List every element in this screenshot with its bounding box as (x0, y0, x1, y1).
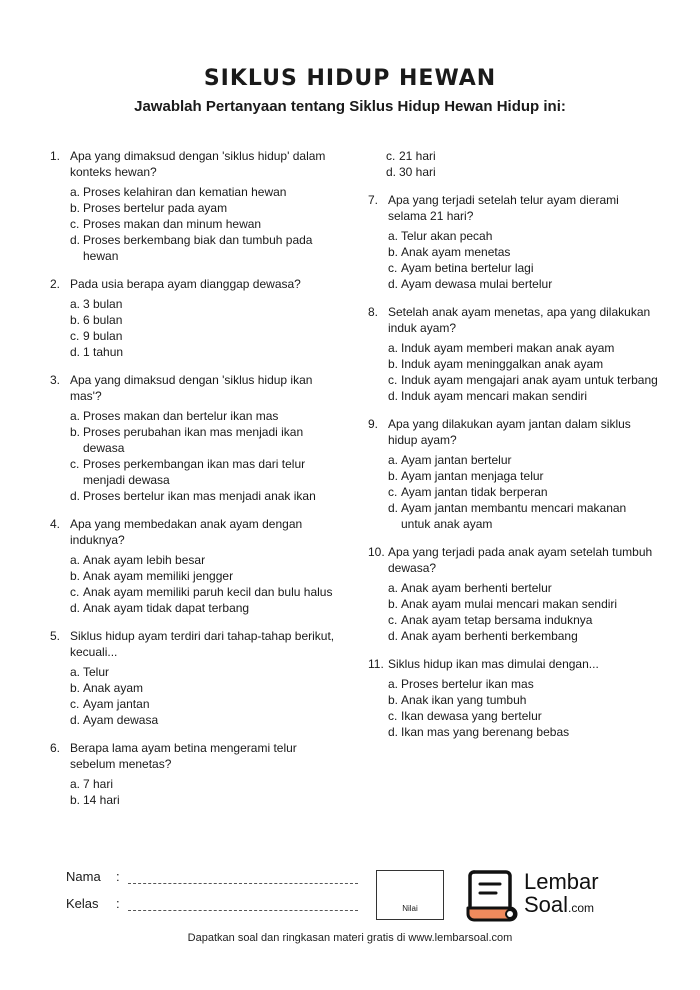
question-text: Apa yang dilakukan ayam jantan dalam siklus hidup ayam? (388, 417, 631, 447)
question-3 (50, 372, 335, 504)
option: d. Ayam dewasa (70, 713, 159, 727)
question-number: 8. (368, 305, 379, 319)
question-number: 2. (50, 277, 61, 291)
option: b. Anak ayam mulai mencari makan sendiri (388, 597, 618, 611)
option: a. Proses kelahiran dan kematian hewan (70, 185, 287, 199)
question-number: 4. (50, 517, 61, 531)
lembarsoal-logo (466, 868, 626, 924)
option: d. 1 tahun (70, 345, 124, 359)
option: c. 21 hari (386, 149, 436, 163)
document-icon (466, 868, 518, 924)
option: a. Anak ayam berhenti bertelur (388, 581, 552, 595)
option: d. Proses berkembang biak dan tumbuh pada hewan (70, 233, 313, 263)
question-text: Siklus hidup ayam terdiri dari tahap-tahap berikut, kecuali... (70, 629, 335, 659)
option: d. 30 hari (386, 165, 436, 179)
question-number: 6. (50, 741, 61, 755)
option: d. Anak ayam berhenti berkembang (388, 629, 578, 643)
question-6 (50, 740, 335, 808)
option: b. 14 hari (70, 793, 120, 807)
question-number: 3. (50, 373, 61, 387)
question-5 (50, 628, 335, 728)
right-column (368, 148, 658, 752)
option: b. Ayam jantan menjaga telur (388, 469, 544, 483)
option: b. Anak ayam menetas (388, 245, 511, 259)
question-text: Berapa lama ayam betina mengerami telur sebelum menetas? (70, 741, 297, 771)
option: a. Proses bertelur ikan mas (388, 677, 534, 691)
page-subtitle: Jawablah Pertanyaan tentang Siklus Hidup Hewan Hidup ini: (134, 98, 566, 115)
option: c. Anak ayam tetap bersama induknya (388, 613, 593, 627)
question-text: Apa yang dimaksud dengan 'siklus hidup ikan mas'? (70, 373, 313, 403)
option: d. Ayam dewasa mulai bertelur (388, 277, 553, 291)
option: a. Proses makan dan bertelur ikan mas (70, 409, 279, 423)
question-text: Apa yang dimaksud dengan 'siklus hidup' dalam konteks hewan? (70, 149, 326, 179)
question-text: Apa yang terjadi pada anak ayam setelah tumbuh dewasa? (388, 545, 653, 575)
left-column (50, 148, 335, 820)
option: a. 7 hari (70, 777, 114, 791)
question-2 (50, 276, 335, 360)
option: a. 3 bulan (70, 297, 123, 311)
option: a. Induk ayam memberi makan anak ayam (388, 341, 615, 355)
score-box[interactable] (376, 870, 444, 920)
option: d. Ikan mas yang berenang bebas (388, 725, 570, 739)
question-text: Siklus hidup ikan mas dimulai dengan... (388, 657, 599, 671)
class-label: Kelas (66, 896, 99, 911)
name-label: Nama (66, 869, 101, 884)
score-label: Nilai (402, 904, 418, 913)
class-input-line[interactable] (128, 899, 358, 911)
question-1 (50, 148, 335, 264)
question-8 (368, 304, 658, 404)
footer-note: Dapatkan soal dan ringkasan materi gratis di www.lembarsoal.com (187, 932, 513, 944)
question-6-continued (368, 148, 658, 180)
page-title: SIKLUS HIDUP HEWAN (203, 66, 497, 91)
question-number: 11. (368, 657, 384, 671)
option: c. Ayam jantan (70, 697, 150, 711)
option: b. Anak ayam (70, 681, 144, 695)
question-4 (50, 516, 335, 616)
option: c. Ayam betina bertelur lagi (388, 261, 534, 275)
option: d. Ayam jantan membantu mencari makanan untuk anak ayam (388, 501, 627, 531)
option: a. Anak ayam lebih besar (70, 553, 206, 567)
option: b. 6 bulan (70, 313, 123, 327)
option: c. Induk ayam mengajari anak ayam untuk terbang (388, 373, 658, 387)
question-text: Setelah anak ayam menetas, apa yang dilakukan induk ayam? (388, 305, 651, 335)
option: c. Anak ayam memiliki paruh kecil dan bulu halus (70, 585, 333, 599)
option: c. Proses perkembangan ikan mas dari telur menjadi dewasa (70, 457, 306, 487)
option: b. Anak ikan yang tumbuh (388, 693, 527, 707)
option: d. Induk ayam mencari makan sendiri (388, 389, 588, 403)
option: b. Anak ayam memiliki jengger (70, 569, 234, 583)
question-number: 7. (368, 193, 379, 207)
question-text: Apa yang terjadi setelah telur ayam dierami selama 21 hari? (388, 193, 619, 223)
question-text: Apa yang membedakan anak ayam dengan induknya? (70, 517, 303, 547)
name-field[interactable]: Nama : (66, 869, 358, 884)
option: c. Ikan dewasa yang bertelur (388, 709, 542, 723)
option: b. Induk ayam meninggalkan anak ayam (388, 357, 604, 371)
option: c. Proses makan dan minum hewan (70, 217, 262, 231)
question-10 (368, 544, 658, 644)
question-7 (368, 192, 658, 292)
question-text: Pada usia berapa ayam dianggap dewasa? (70, 277, 301, 291)
class-field[interactable]: Kelas : (66, 896, 358, 911)
option: b. Proses bertelur pada ayam (70, 201, 228, 215)
question-9 (368, 416, 658, 532)
question-number: 10. (368, 545, 385, 559)
question-11 (368, 656, 658, 740)
option: d. Proses bertelur ikan mas menjadi anak ikan (70, 489, 316, 503)
option: d. Anak ayam tidak dapat terbang (70, 601, 250, 615)
question-number: 5. (50, 629, 61, 643)
name-input-line[interactable] (128, 872, 358, 884)
logo-wordmark: Lembar Soal.com (524, 869, 599, 917)
question-number: 1. (50, 149, 61, 163)
option: c. Ayam jantan tidak berperan (388, 485, 548, 499)
option: b. Proses perubahan ikan mas menjadi ikan dewasa (70, 425, 304, 455)
question-number: 9. (368, 417, 379, 431)
option: a. Telur (70, 665, 110, 679)
option: a. Telur akan pecah (388, 229, 493, 243)
option: c. 9 bulan (70, 329, 123, 343)
option: a. Ayam jantan bertelur (388, 453, 512, 467)
